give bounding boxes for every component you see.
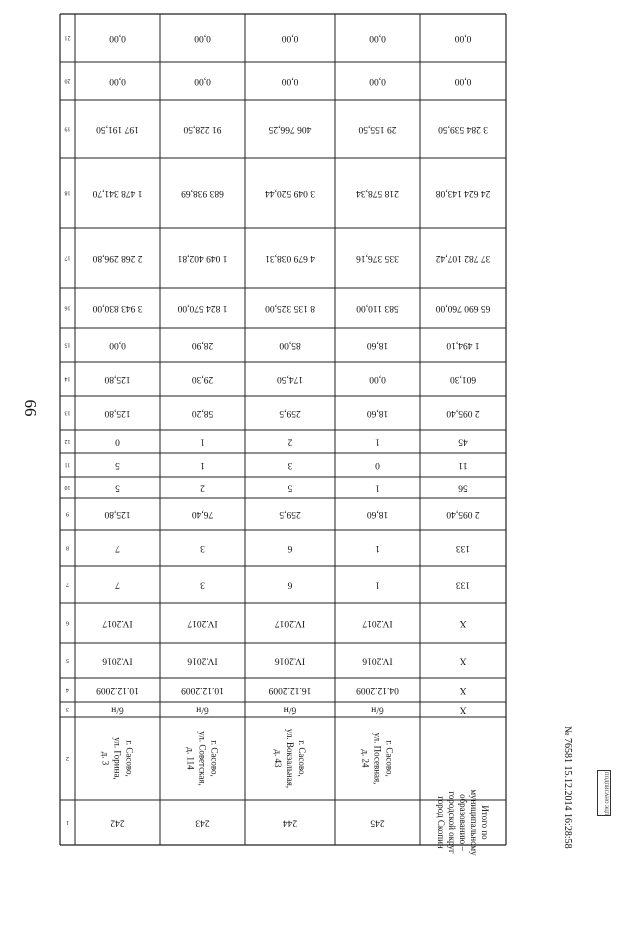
table-cell: 1 — [375, 436, 380, 447]
table-cell: 85,00 — [279, 339, 301, 350]
table-cell: 58,20 — [191, 407, 214, 418]
table-cell: IV.2017 — [362, 617, 393, 628]
table-cell: 16.12.2009 — [268, 684, 312, 695]
table-cell: 1 — [200, 436, 205, 447]
table-cell: б/н — [196, 704, 209, 715]
table-cell: 10.12.2009 — [181, 684, 224, 695]
table-cell: 244 — [282, 817, 298, 828]
table-cell: 76,40 — [191, 508, 214, 519]
stamp-label: ПОДПИСАНО ЭЦП — [603, 772, 608, 816]
table-cell: 5 — [115, 459, 120, 470]
column-number: 16 — [64, 304, 71, 311]
table-cell: 0,00 — [369, 373, 386, 384]
column-number: 14 — [64, 375, 71, 382]
table-cell: IV.2017 — [102, 617, 133, 628]
table-cell: 3 — [200, 542, 205, 553]
table-cell: 1 494,10 — [446, 339, 480, 350]
table-cell: 259,5 — [279, 508, 301, 519]
table-cell: б/н — [371, 704, 384, 715]
table-cell: 0,00 — [194, 75, 211, 86]
table-cell: 0,00 — [281, 32, 299, 43]
column-number: 6 — [66, 619, 69, 626]
table-cell: 6 — [287, 542, 293, 553]
table-cell: 56 — [458, 482, 468, 493]
table-cell: 7 — [115, 542, 120, 553]
table-cell: 259,5 — [279, 407, 301, 418]
table-cell: 5 — [115, 482, 120, 493]
column-number: 19 — [64, 125, 71, 132]
table-cell: 37 782 107,42 — [435, 252, 491, 263]
table-cell: 0,00 — [109, 339, 126, 350]
table-cell: 3 — [287, 459, 293, 470]
table-cell: 3 049 520,44 — [265, 187, 315, 198]
footer-stamp: № 76581 15.12.2014 16:28:58 — [562, 726, 573, 849]
column-number: 4 — [66, 686, 69, 693]
table-cell: 18,60 — [366, 407, 389, 418]
column-number: 18 — [64, 189, 71, 196]
table-cell: 0,00 — [454, 75, 472, 86]
table-cell: 18,60 — [366, 508, 389, 519]
table-cell: 1 478 341,70 — [92, 187, 143, 198]
table-cell: IV.2017 — [187, 617, 218, 628]
address-cell: г. Сасово,ул. Вокзальная,д. 43 — [272, 728, 307, 789]
column-number: 3 — [66, 706, 69, 713]
table-cell: 242 — [110, 817, 125, 828]
table-cell: X — [459, 704, 467, 715]
column-number: 9 — [66, 510, 69, 517]
table-cell: 125,80 — [104, 373, 131, 384]
table-cell: 174,50 — [276, 373, 304, 384]
table-cell: 2 — [287, 436, 293, 447]
table-cell: 29,30 — [191, 373, 214, 384]
table-cell: 8 135 325,00 — [265, 302, 315, 313]
table-cell: 0,00 — [369, 32, 386, 43]
table-cell: 2 268 296,80 — [92, 252, 143, 263]
table-cell: 245 — [370, 817, 385, 828]
table-cell: 243 — [195, 817, 210, 828]
table-cell: 29 155,50 — [358, 123, 397, 134]
table-cell: 1 — [375, 482, 380, 493]
table-cell: 5 — [287, 482, 293, 493]
table-cell: IV.2016 — [274, 655, 306, 666]
column-number: 11 — [64, 461, 71, 468]
column-number: 10 — [64, 484, 71, 491]
table-cell: 406 766,25 — [268, 123, 312, 134]
column-number: 2 — [66, 755, 69, 762]
table-cell: 0 — [115, 436, 120, 447]
table-cell: 335 376,16 — [356, 252, 399, 263]
table-cell: IV.2017 — [274, 617, 306, 628]
table-cell: 3 284 539,50 — [438, 123, 488, 134]
table-cell: б/н — [111, 704, 124, 715]
table-cell: X — [459, 617, 467, 628]
table-cell: X — [459, 655, 467, 666]
table-cell: 1 049 402,81 — [177, 252, 228, 263]
table-cell: 1 — [375, 542, 380, 553]
column-number: 13 — [64, 409, 71, 416]
table-cell: IV.2016 — [362, 655, 393, 666]
table-cell: 583 110,00 — [356, 302, 399, 313]
column-number: 8 — [66, 544, 69, 551]
table-cell: 218 578,34 — [356, 187, 399, 198]
table-cell: 1 824 570,00 — [177, 302, 228, 313]
table-cell: 3 — [200, 579, 205, 590]
table-cell: 3 943 830,00 — [92, 302, 143, 313]
table-cell: 6 — [287, 579, 293, 590]
table-cell: 11 — [458, 459, 468, 470]
address-cell: г. Сасово,ул. Горина,д. 3 — [100, 737, 135, 780]
table-cell: 7 — [115, 579, 120, 590]
column-number: 15 — [64, 341, 71, 348]
table-cell: 197 191,50 — [96, 123, 139, 134]
table-cell: 125,80 — [104, 407, 131, 418]
column-number: 7 — [66, 581, 69, 588]
table-cell: 125,80 — [104, 508, 131, 519]
table-cell: 24 624 143,08 — [435, 187, 491, 198]
table-cell: 0,00 — [109, 32, 126, 43]
table-cell: б/н — [283, 704, 297, 715]
table-cell: 1 — [375, 579, 380, 590]
column-number: 21 — [64, 34, 71, 41]
table-cell: 0,00 — [369, 75, 386, 86]
table-cell: 91 228,50 — [183, 123, 222, 134]
table-cell: 0,00 — [281, 75, 299, 86]
table-cell: 2 095,40 — [446, 407, 480, 418]
table-cell: IV.2016 — [102, 655, 133, 666]
table-cell: 1 — [200, 459, 205, 470]
table-cell: 0,00 — [454, 32, 472, 43]
table-cell: 65 690 760,00 — [435, 302, 491, 313]
table-cell: 0,00 — [194, 32, 211, 43]
table-cell: 4 679 038,31 — [265, 252, 315, 263]
address-cell: г. Сасово,ул. Посевная,д. 24 — [360, 732, 395, 785]
table-cell: 45 — [458, 436, 468, 447]
table-cell: 133 — [455, 579, 471, 590]
table-cell: 683 938,69 — [181, 187, 224, 198]
page-number: 66 — [21, 399, 40, 417]
column-number: 17 — [64, 254, 71, 261]
table-cell: 18,60 — [366, 339, 389, 350]
column-number: 1 — [66, 819, 69, 826]
table-cell: 2 095,40 — [446, 508, 480, 519]
column-number: 20 — [64, 77, 71, 84]
table-cell: 10.12.2009 — [96, 684, 139, 695]
table-cell: 0 — [375, 459, 380, 470]
table-cell: 133 — [455, 542, 471, 553]
table-cell: 2 — [200, 482, 205, 493]
table-cell: 04.12.2009 — [356, 684, 399, 695]
total-label: Итого помуниципальномуобразованию –городской округгород Скопин — [435, 789, 490, 856]
column-number: 12 — [64, 438, 71, 445]
table-cell: IV.2016 — [187, 655, 218, 666]
table-cell: 601,30 — [449, 373, 477, 384]
address-cell: г. Сасово,ул. Советская,д. 114 — [185, 731, 220, 786]
table-cell: 28,90 — [191, 339, 214, 350]
table-cell: 0,00 — [109, 75, 126, 86]
column-number: 5 — [66, 657, 69, 664]
table-cell: X — [459, 684, 467, 695]
